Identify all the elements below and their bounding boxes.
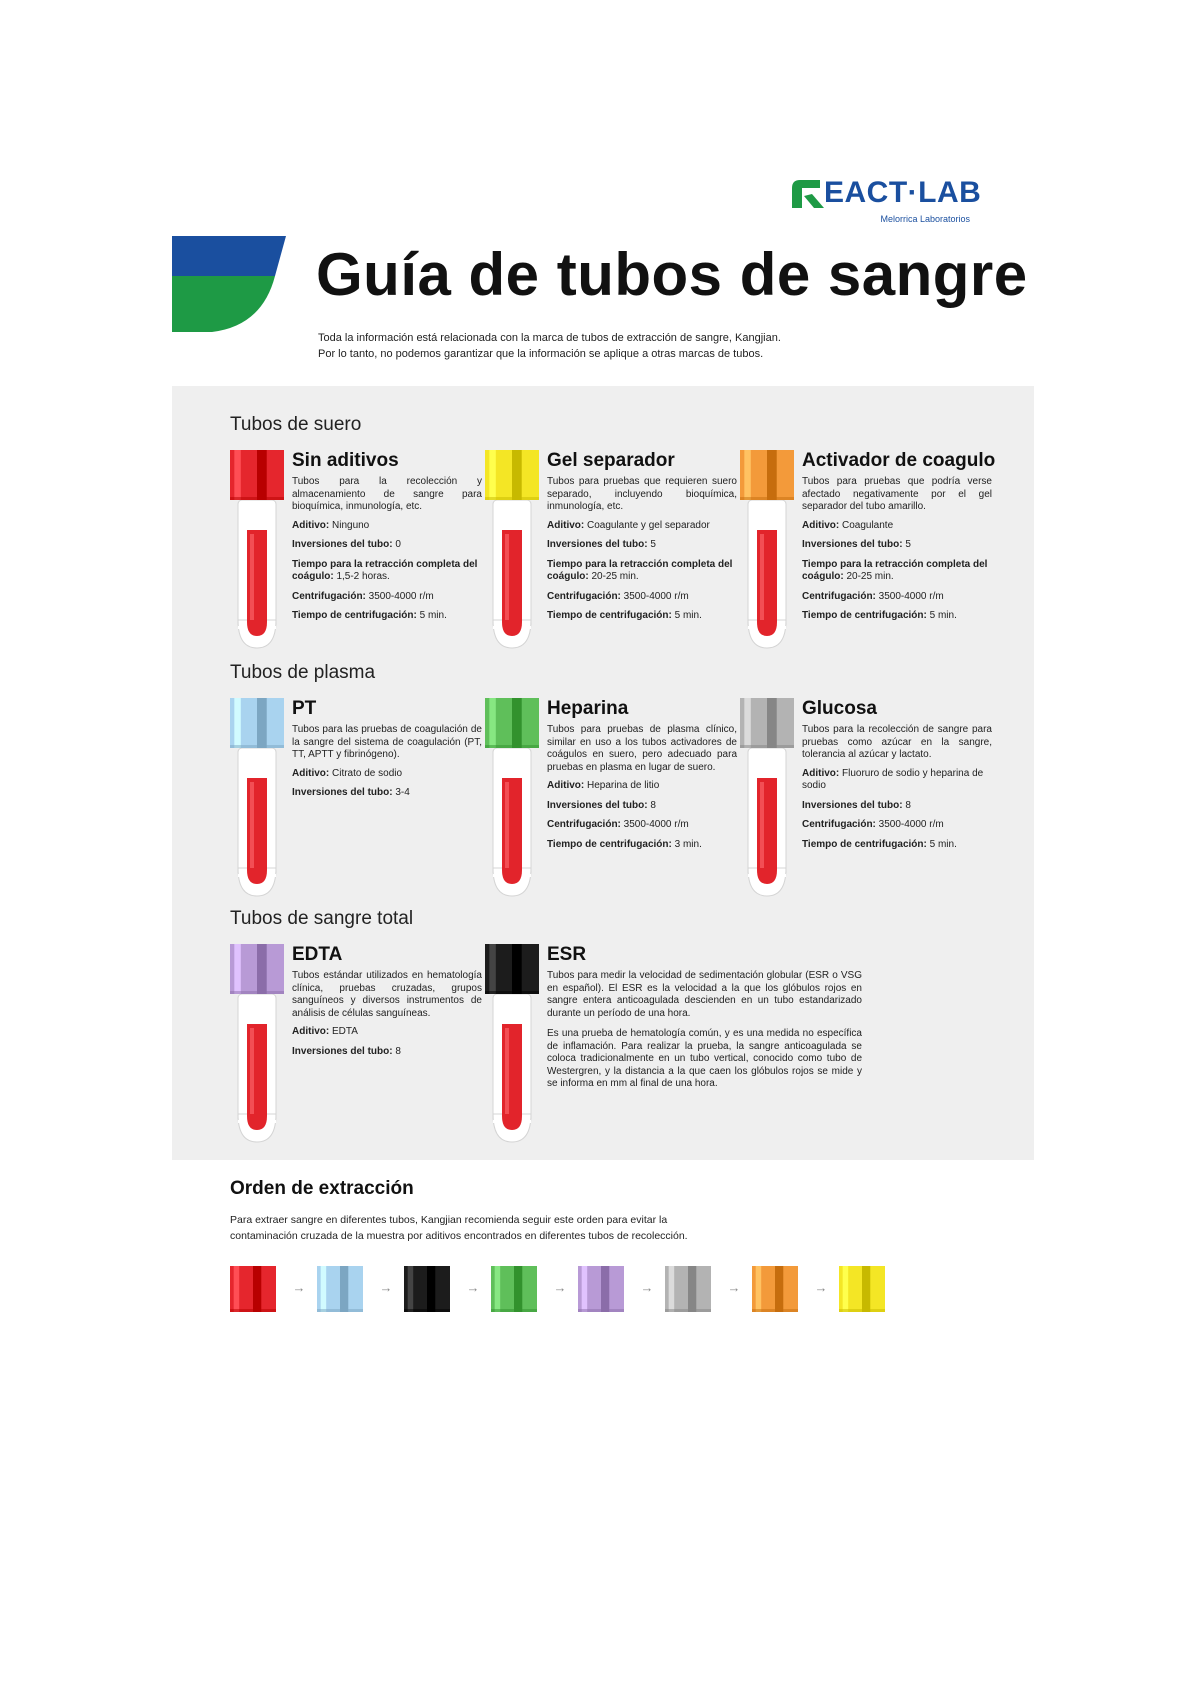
additive-line: Aditivo: Ninguno	[292, 519, 370, 531]
tube-card-heparina	[485, 698, 739, 908]
inversions-line: Inversiones del tubo: 0	[292, 539, 401, 550]
orange-cap-icon	[752, 1266, 798, 1312]
tube-title: PT	[292, 698, 317, 719]
inversions-line: Inversiones del tubo: 3-4	[292, 787, 410, 798]
tube-description: Tubos para la recolección de sangre para pruebas como azúcar en la sangre, tolerancia al azúcar y lactato.	[802, 724, 992, 760]
inversions-line: Inversiones del tubo: 8	[802, 799, 911, 811]
arrow-right-icon: →	[553, 1280, 567, 1295]
centrifugation-line: Centrifugación: 3500-4000 r/m	[802, 819, 944, 830]
light-blue-cap-icon	[317, 1266, 363, 1312]
tube-description: Tubos para medir la velocidad de sedimentación globular (ESR o VSG en español). El ESR es la velocidad a la que los glóbulos rojos en sangre entera anticoagulada descienden en un tubo estandarizado durante un período de una hora.	[547, 970, 862, 1019]
tube-title: Glucosa	[802, 698, 877, 719]
centrifugation-line: Centrifugación: 3500-4000 r/m	[547, 590, 689, 602]
red-cap-icon	[230, 1266, 276, 1312]
tube-title: ESR	[547, 944, 587, 965]
green-tube-icon	[485, 698, 539, 898]
brand-logo	[790, 176, 980, 232]
red-tube-icon	[230, 450, 284, 650]
centrifugation-line: Centrifugación: 3500-4000 r/m	[292, 590, 434, 602]
tube-description: Tubos para pruebas que requieren suero separado, incluyendo bioquímica, inmunología, etc.	[547, 476, 737, 512]
tube-description: Tubos estándar utilizados en hematología clínica, pruebas cruzadas, grupos sanguíneos y diversos instrumentos de análisis de células sanguíneas.	[292, 970, 482, 1019]
centrifugation-line: Centrifugación: 3500-4000 r/m	[802, 590, 944, 602]
centrifugation-time-line: Tiempo de centrifugación: 5 min.	[802, 610, 957, 621]
tube-description: Tubos para las pruebas de coagulación de la sangre del sistema de coagulación (PT, TT, APTT y fibrinógeno).	[292, 724, 482, 760]
arrow-right-icon: →	[466, 1280, 480, 1295]
tube-card-edta	[230, 944, 484, 1154]
tube-card-esr	[485, 944, 885, 1154]
page-title: Guía de tubos de sangre	[316, 241, 1028, 308]
logo-text: EACT·LAB	[824, 176, 982, 209]
intro-line: Toda la información está relacionada con la marca de tubos de extracción de sangre, Kangjian.	[318, 332, 781, 344]
logo-r-icon	[790, 178, 824, 210]
tube-description: Tubos para pruebas que podría verse afectado negativamente por el gel separador del tubo amarillo.	[802, 476, 992, 512]
orange-tube-icon	[740, 450, 794, 650]
logo-subtitle: Melorrica Laboratorios	[880, 214, 970, 224]
order-title: Orden de extracción	[230, 1178, 414, 1199]
gray-tube-icon	[740, 698, 794, 898]
centrifugation-time-line: Tiempo de centrifugación: 3 min.	[547, 838, 702, 850]
black-cap-icon	[404, 1266, 450, 1312]
section-title-suero: Tubos de suero	[230, 414, 362, 435]
section-title-total: Tubos de sangre total	[230, 908, 414, 929]
additive-line: Aditivo: Coagulante	[802, 519, 894, 531]
order-line: Para extraer sangre en diferentes tubos, Kangjian recomienda seguir este orden para evitar la	[230, 1214, 668, 1226]
order-description	[230, 1212, 790, 1244]
additive-line: Aditivo: Fluoruro de sodio y heparina de sodio	[802, 767, 984, 791]
additive-line: Aditivo: Coagulante y gel separador	[547, 519, 710, 531]
additive-line: Aditivo: Citrato de sodio	[292, 767, 403, 779]
retraction-line: Tiempo para la retracción completa del coágulo: 1,5-2 horas.	[292, 558, 478, 582]
inversions-line: Inversiones del tubo: 8	[547, 799, 656, 811]
tube-card-pt	[230, 698, 484, 908]
arrow-right-icon: →	[727, 1280, 741, 1295]
yellow-cap-icon	[839, 1266, 885, 1312]
inversions-line: Inversiones del tubo: 5	[802, 539, 911, 550]
tube-title: Gel separador	[547, 450, 675, 471]
tube-card-sin-aditivos	[230, 450, 484, 660]
tube-title: Sin aditivos	[292, 450, 399, 471]
tube-description: Tubos para la recolección y almacenamiento de sangre para bioquímica, inmunología, etc.	[292, 476, 482, 512]
retraction-line: Tiempo para la retracción completa del coágulo: 20-25 min.	[802, 558, 988, 582]
arrow-right-icon: →	[814, 1280, 828, 1295]
corner-decoration	[172, 236, 286, 332]
retraction-line: Tiempo para la retracción completa del coágulo: 20-25 min.	[547, 558, 733, 582]
order-sequence	[230, 1266, 890, 1318]
section-title-plasma: Tubos de plasma	[230, 662, 376, 683]
tube-card-gel	[485, 450, 739, 660]
tube-title: Activador de coagulo	[802, 450, 996, 471]
light-blue-tube-icon	[230, 698, 284, 898]
lavender-cap-icon	[578, 1266, 624, 1312]
centrifugation-time-line: Tiempo de centrifugación: 5 min.	[292, 610, 447, 621]
green-cap-icon	[491, 1266, 537, 1312]
additive-line: Aditivo: EDTA	[292, 1026, 358, 1037]
intro-line: Por lo tanto, no podemos garantizar que la información se aplique a otras marcas de tubos.	[318, 348, 764, 360]
gray-cap-icon	[665, 1266, 711, 1312]
tube-title: EDTA	[292, 944, 343, 965]
additive-line: Aditivo: Heparina de litio	[547, 780, 660, 791]
centrifugation-line: Centrifugación: 3500-4000 r/m	[547, 819, 689, 830]
tube-description: Es una prueba de hematología común, y es una medida no específica de inflamación. Para realizar la prueba, la sangre anticoagulada se coloca tradicionalmente en un tubo vertical, conocido como tubo de Westergren, y la distancia a la que caen los glóbulos rojos se mide y se informa en mm al final de una hora.	[547, 1028, 862, 1089]
tube-description: Tubos para pruebas de plasma clínico, similar en uso a los tubos activadores de coágulos en suero, pero adecuado para pruebas en plasma en lugar de suero.	[547, 724, 737, 773]
lavender-tube-icon	[230, 944, 284, 1144]
inversions-line: Inversiones del tubo: 5	[547, 539, 656, 550]
centrifugation-time-line: Tiempo de centrifugación: 5 min.	[547, 610, 702, 621]
black-tube-icon	[485, 944, 539, 1144]
arrow-right-icon: →	[379, 1280, 393, 1295]
tube-card-glucosa	[740, 698, 994, 908]
order-line: contaminación cruzada de la muestra por aditivos encontrados en diferentes tubos de recolección.	[230, 1230, 688, 1242]
tube-title: Heparina	[547, 698, 629, 719]
tube-card-activador	[740, 450, 994, 660]
intro-text	[318, 330, 878, 362]
arrow-right-icon: →	[292, 1280, 306, 1295]
inversions-line: Inversiones del tubo: 8	[292, 1045, 401, 1057]
arrow-right-icon: →	[640, 1280, 654, 1295]
yellow-tube-icon	[485, 450, 539, 650]
centrifugation-time-line: Tiempo de centrifugación: 5 min.	[802, 838, 957, 850]
